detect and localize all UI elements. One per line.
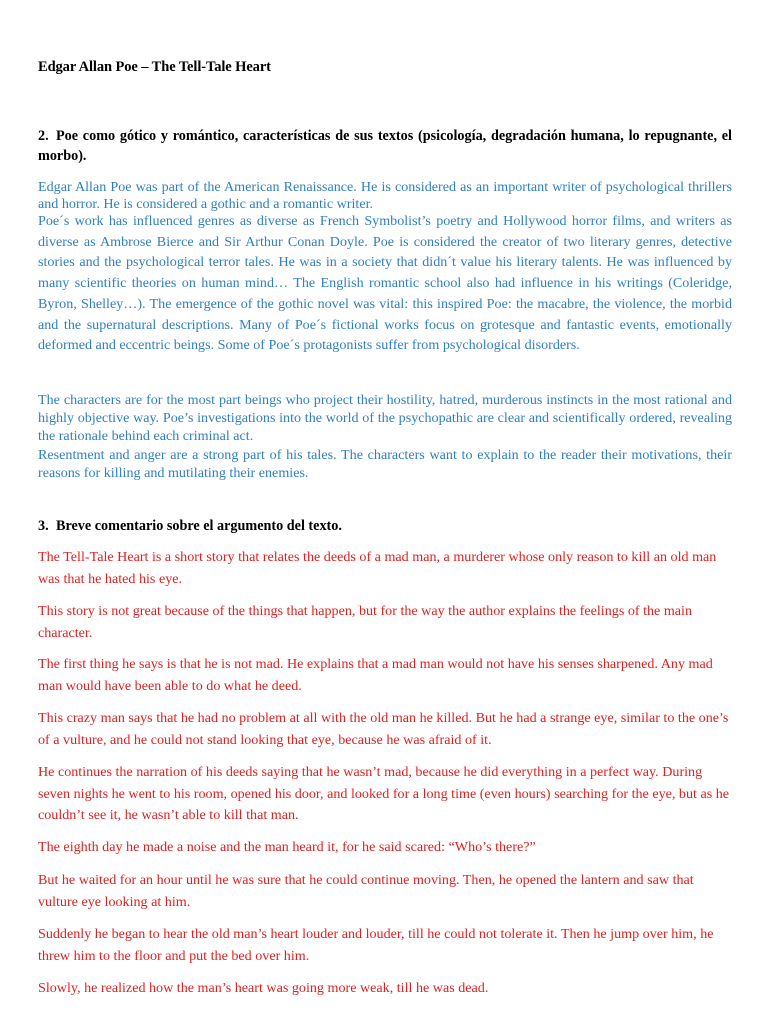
section-3-paragraph: Suddenly he began to hear the old man’s heart louder and louder, till he could not tolerate it. Then he jump over him, he threw him to the floor and put the bed over him.: [38, 926, 714, 964]
section-3-paragraph: He continues the narration of his deeds saying that he wasn’t mad, because he did everything in a perfect way. During seven nights he went to his room, opened his door, and looked for a long time (even hours) searching for the eye, but as he couldn’t see it, he wasn’t able to kill that man.: [38, 764, 730, 823]
section-2-paragraph: The characters are for the most part beings who project their hostility, hatred, murderous instincts in the most rational and highly objective way. Poe’s investigations into the world of the psychopathic are clear and scientifically ordered, revealing the rationale behind each criminal act.: [38, 392, 732, 445]
section-3-paragraph: This crazy man says that he had no problem at all with the old man he killed. But he had a strange eye, similar to the one’s of a vulture, and he could not stand looking that eye, because he was afraid of it.: [38, 710, 729, 748]
section-3-paragraph: The first thing he says is that he is not mad. He explains that a mad man would not have his senses sharpened. Any mad man would have been able to do what he deed.: [38, 656, 713, 694]
section-3-heading: [38, 516, 732, 536]
section-2-block-a: [38, 179, 732, 356]
section-3-number: 3.: [38, 518, 49, 534]
section-2-heading: [38, 126, 732, 166]
section-2-number: 2.: [38, 128, 49, 144]
section-2-paragraph: Edgar Allan Poe was part of the American Renaissance. He is considered as an important writer of psychological thrillers and horror. He is considered a gothic and a romantic writer.: [38, 179, 732, 212]
section-2-heading-text: Poe como gótico y romántico, características de sus textos (psicología, degradación humana, lo repugnante, el morbo).: [38, 128, 732, 164]
document-title: Edgar Allan Poe – The Tell-Tale Heart: [38, 59, 271, 75]
section-3-heading-text: Breve comentario sobre el argumento del texto.: [56, 518, 342, 534]
section-2-paragraph: Poe´s work has influenced genres as diverse as French Symbolist’s poetry and Hollywood horror films, and writers as diverse as Ambrose Bierce and Sir Arthur Conan Doyle. Poe is considered the creator of two literary genres, detective stories and the psychological terror tales. He was in a society that didn´t value his literary talents. He was influenced by many scientific theories on human mind… The English romantic school also had influence in his writings (Coleridge, Byron, Shelley…). The emergence of the gothic novel was vital: this inspired Poe: the macabre, the violence, the morbid and the supernatural descriptions. Many of Poe´s fictional works focus on grotesque and fantastic events, emotionally deformed and eccentric beings. Some of Poe´s protagonists suffer from psychological disorders.: [38, 213, 732, 354]
section-2-paragraph: Resentment and anger are a strong part of his tales. The characters want to explain to the reader their motivations, their reasons for killing and mutilating their enemies.: [38, 446, 732, 481]
section-3-paragraph: The Tell-Tale Heart is a short story that relates the deeds of a mad man, a murderer whose only reason to kill an old man was that he hated his eye.: [38, 549, 717, 587]
section-3-paragraph: This story is not great because of the things that happen, but for the way the author explains the feelings of the main character.: [38, 603, 693, 641]
section-3-paragraph: The eighth day he made a noise and the man heard it, for he said scared: “Who’s there?”: [38, 839, 536, 855]
section-2-block-b: [38, 391, 732, 482]
section-3-paragraph: Slowly, he realized how the man’s heart was going more weak, till he was dead.: [38, 980, 489, 996]
section-3-paragraph: But he waited for an hour until he was sure that he could continue moving. Then, he opened the lantern and saw that vulture eye looking at him.: [38, 872, 694, 910]
